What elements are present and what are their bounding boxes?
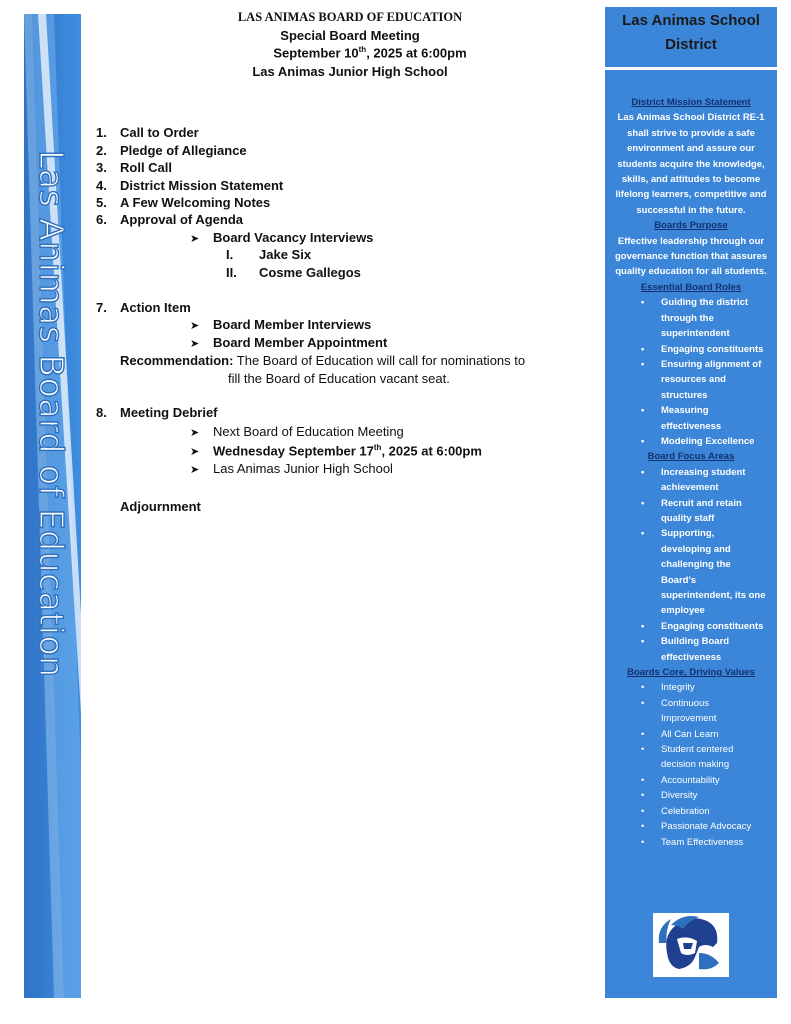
meeting-date-ordinal: th [358, 45, 367, 54]
next-meeting-date-ordinal: th [373, 443, 382, 452]
roles-heading: Essential Board Roles [640, 281, 742, 293]
list-item: • Building Board effectiveness [641, 636, 730, 663]
next-meeting-date [213, 443, 482, 458]
next-meeting-date-main: Wednesday September 17 [213, 443, 374, 459]
meeting-date-main: September 10 [273, 45, 359, 61]
list-item: • Student centered decision making [641, 744, 734, 771]
round-bullet-icon: • [641, 744, 645, 756]
list-item: • Modeling Excellence [611, 434, 771, 449]
round-bullet-icon: • [641, 790, 645, 802]
interviewee-numeral: I. [226, 247, 234, 262]
values-list [611, 680, 771, 849]
list-item: • Engaging constituents [611, 619, 771, 634]
list-item: • Guiding the district through the superintendent [641, 297, 749, 340]
sidebar-divider [605, 67, 777, 70]
round-bullet-icon: • [641, 836, 645, 848]
round-bullet-icon: • [641, 636, 645, 648]
list-item: • Passionate Advocacy [611, 819, 771, 834]
list-item: • Supporting, developing and challenging the Board's superintendent, its one employee [641, 528, 766, 617]
adjournment: Adjournment [120, 499, 201, 514]
arrowhead-bullet-icon: ➤ [190, 320, 200, 332]
round-bullet-icon: • [641, 297, 645, 309]
meeting-type: Special Board Meeting [280, 28, 420, 43]
roles-list [611, 295, 771, 449]
arrowhead-bullet-icon: ➤ [190, 427, 200, 439]
round-bullet-icon: • [641, 805, 645, 817]
next-meeting-date-time: , 2025 at 6:00pm [381, 443, 482, 459]
round-bullet-icon: • [641, 343, 645, 355]
interviewee-name: Cosme Gallegos [259, 265, 361, 280]
list-item: • Team Effectiveness [611, 835, 771, 850]
district-sidebar [605, 7, 777, 998]
list-item: • Continuous Improvement [641, 697, 717, 725]
interviewee-name: Jake Six [259, 247, 312, 262]
round-bullet-icon: • [641, 682, 645, 694]
left-banner-title: Las Animas Board of Education [32, 150, 71, 678]
round-bullet-icon: • [641, 466, 645, 478]
arrowhead-bullet-icon: ➤ [190, 233, 200, 245]
arrowhead-bullet-icon: ➤ [190, 464, 200, 476]
meeting-date [220, 45, 520, 60]
list-item: • Engaging constituents [611, 342, 771, 357]
sidebar-title-line2: District [665, 36, 717, 53]
list-item: • Ensuring alignment of resources and structures [641, 358, 762, 401]
round-bullet-icon: • [641, 528, 645, 540]
recommendation [120, 352, 540, 388]
arrowhead-bullet-icon: ➤ [190, 446, 200, 458]
sidebar-title [605, 9, 777, 57]
list-item: • Measuring effectiveness [641, 405, 722, 432]
mission-text: Las Animas School District RE-1 shall strive to provide a safe environment and assure our students acquire the knowledge, skills, and attitudes to become lifelong learners, competitive and successful in the future. [615, 112, 767, 216]
recommendation-line2: fill the Board of Education vacant seat. [228, 371, 450, 386]
next-meeting-label: Next Board of Education Meeting [213, 424, 404, 439]
focus-list [611, 465, 771, 665]
purpose-heading: Boards Purpose [654, 220, 728, 232]
org-title: LAS ANIMAS BOARD OF EDUCATION [237, 10, 463, 24]
sidebar-title-line1: Las Animas School [622, 12, 760, 29]
purpose-text: Effective leadership through our governance function that assures quality education for all students. [614, 235, 768, 278]
round-bullet-icon: • [641, 620, 645, 632]
interviewee-numeral: II. [226, 265, 237, 280]
round-bullet-icon: • [641, 697, 645, 709]
round-bullet-icon: • [641, 821, 645, 833]
list-item: • Diversity [611, 788, 771, 803]
recommendation-label: Recommendation: [120, 353, 234, 368]
arrowhead-bullet-icon: ➤ [190, 338, 200, 350]
meeting-location: Las Animas Junior High School [252, 64, 448, 79]
list-item: • Increasing student achievement [641, 466, 746, 494]
round-bullet-icon: • [641, 358, 645, 370]
next-meeting-location: Las Animas Junior High School [213, 461, 393, 476]
list-item: • Integrity [611, 680, 771, 695]
mission-heading: District Mission Statement [631, 97, 751, 108]
list-item: • All Can Learn [611, 727, 771, 742]
values-heading: Boards Core, Driving Values [627, 667, 755, 679]
round-bullet-icon: • [641, 435, 645, 447]
list-item: • Celebration [611, 804, 771, 819]
meeting-date-time: , 2025 at 6:00pm [366, 45, 467, 61]
board-vacancy-interviews: Board Vacancy Interviews [213, 230, 374, 245]
recommendation-line1: The Board of Education will call for nominations to [236, 353, 526, 368]
board-member-appointment: Board Member Appointment [213, 335, 388, 350]
list-item: • Recruit and retain quality staff [641, 497, 742, 524]
list-item: • Accountability [611, 773, 771, 788]
board-member-interviews: Board Member Interviews [213, 317, 372, 332]
round-bullet-icon: • [641, 774, 645, 786]
round-bullet-icon: • [641, 497, 645, 509]
focus-heading: Board Focus Areas [647, 451, 735, 463]
spartan-helmet-logo-icon [653, 913, 729, 977]
round-bullet-icon: • [641, 405, 645, 417]
sidebar-body [611, 95, 771, 850]
round-bullet-icon: • [641, 728, 645, 740]
